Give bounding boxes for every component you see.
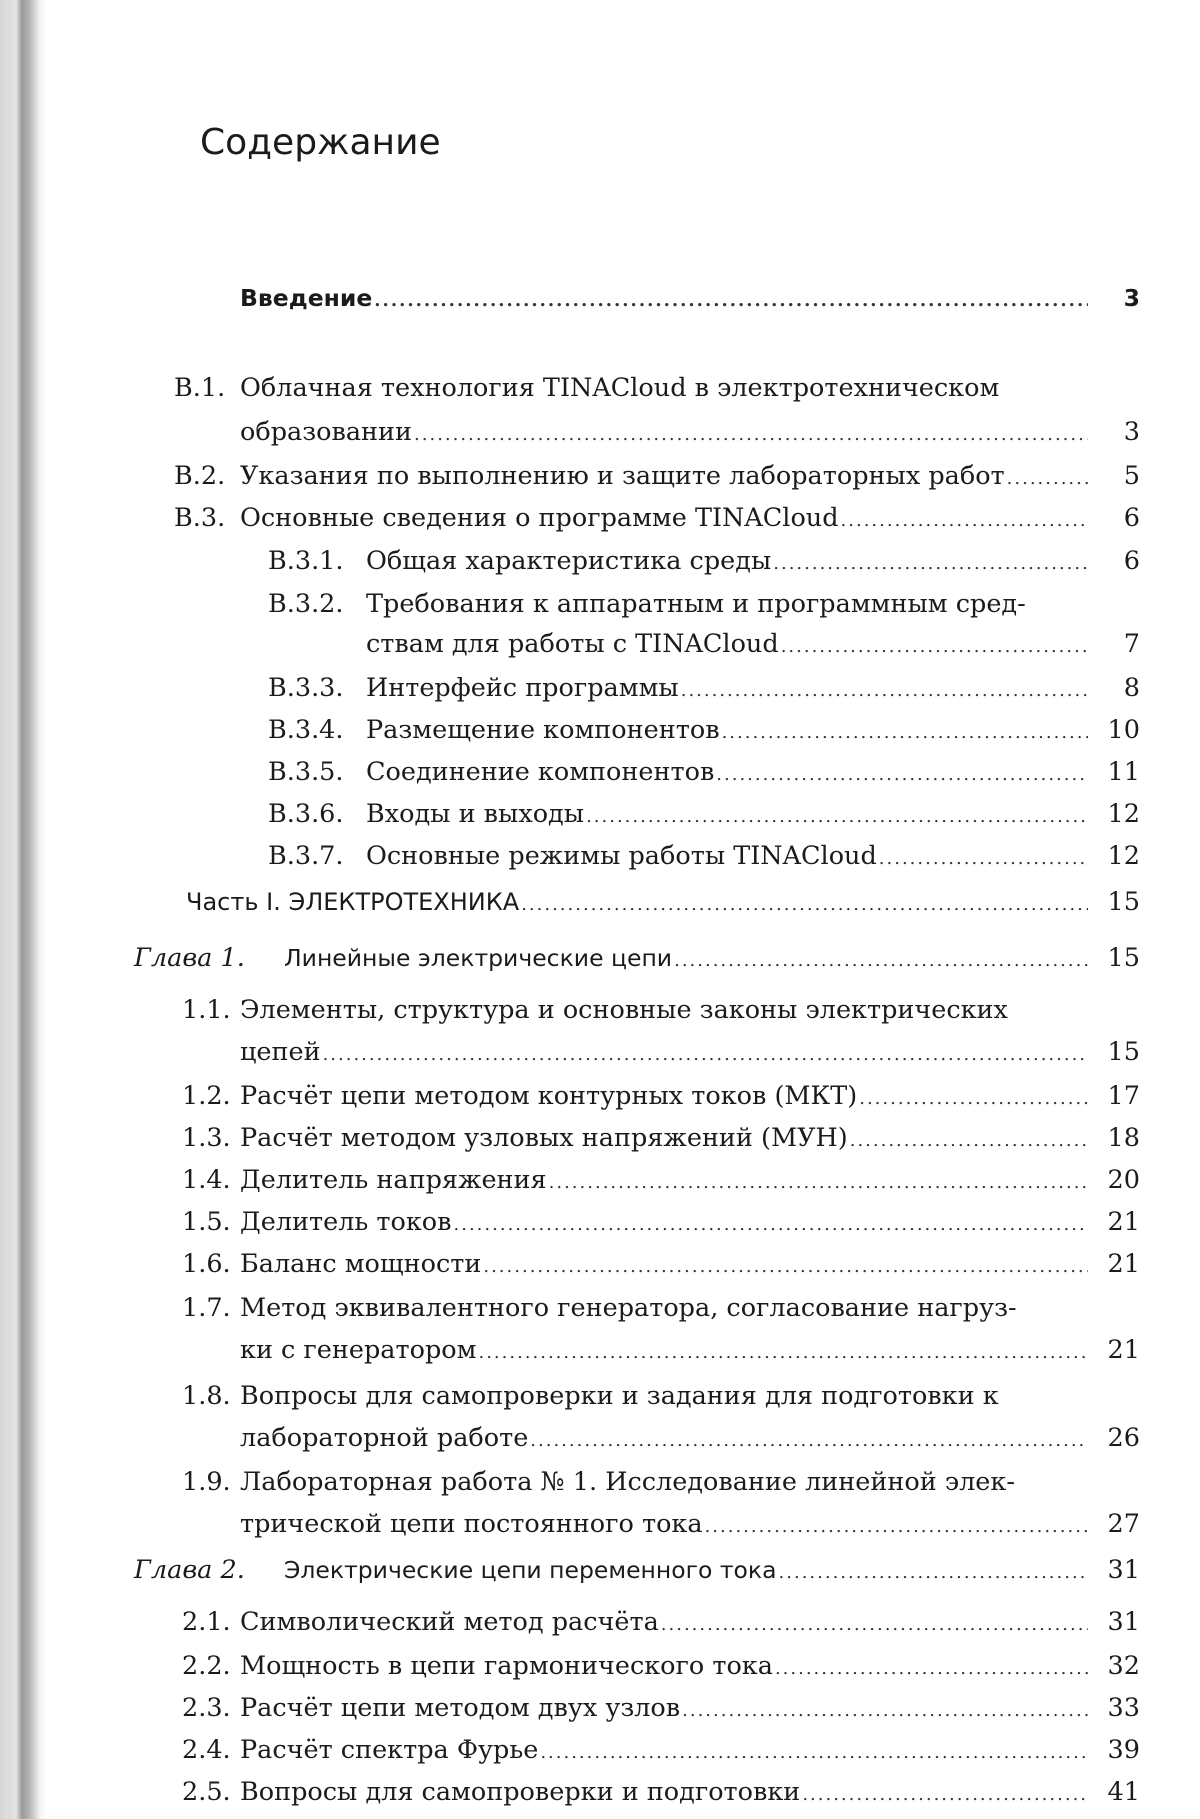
dot-leader [681, 673, 1088, 709]
toc-entry-1-5 [182, 1204, 1140, 1240]
toc-entry-number: В.3. [174, 500, 240, 536]
dot-leader [682, 1693, 1088, 1729]
toc-entry-number: 2.4. [182, 1732, 240, 1768]
dot-leader [454, 1207, 1088, 1243]
toc-entry-text: ствам для работы с TINACloud [366, 626, 779, 662]
toc-page-number: 33 [1096, 1690, 1140, 1726]
toc-entry-number: В.3.5. [268, 754, 366, 790]
toc-entry-1-8-continued [240, 1420, 1140, 1456]
toc-page-number: 39 [1096, 1732, 1140, 1768]
toc-entry-number: 1.2. [182, 1078, 240, 1114]
toc-entry-b31 [268, 543, 1140, 579]
toc-entry-number: 1.9. [182, 1464, 240, 1500]
toc-entry-text: Часть I. ЭЛЕКТРОТЕХНИКА [186, 884, 519, 920]
toc-entry-text: Размещение компонентов [366, 712, 720, 748]
toc-page-number: 32 [1096, 1648, 1140, 1684]
toc-entry-b33 [268, 670, 1140, 706]
toc-entry-number: 1.8. [182, 1378, 240, 1414]
toc-entry-number: В.3.1. [268, 543, 366, 579]
dot-leader [1007, 461, 1088, 497]
toc-entry-number: В.3.3. [268, 670, 366, 706]
dot-leader [781, 629, 1088, 665]
toc-entry-text: Лабораторная работа № 1. Исследование линейной элек- [240, 1464, 1015, 1500]
dot-leader [540, 1735, 1088, 1771]
toc-entry-text: Соединение компонентов [366, 754, 714, 790]
toc-entry-2-3 [182, 1690, 1140, 1726]
toc-entry-number: 1.1. [182, 992, 240, 1028]
dot-leader [841, 503, 1088, 539]
toc-entry-1-1 [182, 992, 1140, 1028]
toc-entry-text: Основные режимы работы TINACloud [366, 838, 877, 874]
toc-entry-1-3 [182, 1120, 1140, 1156]
toc-entry-b32 [268, 586, 1140, 622]
dot-leader [773, 546, 1088, 582]
toc-page-number: 27 [1096, 1506, 1140, 1542]
toc-page-number: 12 [1096, 796, 1140, 832]
toc-entry-number: В.1. [174, 370, 240, 406]
toc-entry-1-1-continued [240, 1034, 1140, 1070]
toc-entry-b2 [174, 458, 1140, 494]
toc-page-number: 26 [1096, 1420, 1140, 1456]
toc-page-number: 11 [1096, 754, 1140, 790]
toc-page-number: 17 [1096, 1078, 1140, 1114]
toc-entry-text: Электрические цепи переменного тока [284, 1552, 777, 1588]
toc-entry-number: В.3.7. [268, 838, 366, 874]
toc-entry-introduction [240, 280, 1140, 316]
toc-page-number: 3 [1096, 414, 1140, 450]
toc-entry-number: 1.4. [182, 1162, 240, 1198]
toc-entry-1-7 [182, 1290, 1140, 1326]
toc-entry-1-7-continued [240, 1332, 1140, 1368]
toc-entry-number: 2.3. [182, 1690, 240, 1726]
toc-page-number: 31 [1096, 1604, 1140, 1640]
toc-entry-number: В.3.4. [268, 712, 366, 748]
dot-leader [674, 943, 1088, 979]
toc-entry-number: 1.3. [182, 1120, 240, 1156]
toc-entry-b3 [174, 500, 1140, 536]
dot-leader [775, 1651, 1088, 1687]
toc-page-number: 6 [1096, 500, 1140, 536]
toc-entry-text: Требования к аппаратным и программным сред- [366, 586, 1026, 622]
toc-entry-text: лабораторной работе [240, 1420, 528, 1456]
toc-entry-b1 [174, 370, 1140, 406]
toc-entry-1-4 [182, 1162, 1140, 1198]
toc-chapter-2 [134, 1552, 1140, 1588]
toc-page-number: 21 [1096, 1332, 1140, 1368]
dot-leader [802, 1777, 1088, 1813]
toc-page-number: 7 [1096, 626, 1140, 662]
toc-entry-text: Расчёт цепи методом контурных токов (МКТ) [240, 1078, 857, 1114]
toc-entry-number: В.3.2. [268, 586, 366, 622]
toc-entry-number: В.3.6. [268, 796, 366, 832]
toc-entry-text: Указания по выполнению и защите лабораторных работ [240, 458, 1005, 494]
toc-entry-text: Интерфейс программы [366, 670, 679, 706]
dot-leader [779, 1555, 1088, 1591]
toc-entry-b1-continued [240, 414, 1140, 450]
toc-chapter-label: Глава 2. [134, 1552, 284, 1588]
toc-page-number: 3 [1096, 280, 1140, 316]
dot-leader [323, 1037, 1088, 1073]
dot-leader [705, 1509, 1088, 1545]
toc-entry-1-2 [182, 1078, 1140, 1114]
toc-entry-text: цепей [240, 1034, 321, 1070]
toc-entry-text: Введение [240, 280, 372, 316]
toc-entry-number: 1.7. [182, 1290, 240, 1326]
dot-leader [374, 283, 1088, 319]
toc-page-number: 15 [1096, 1034, 1140, 1070]
dot-leader [521, 887, 1088, 923]
toc-entry-number: 2.2. [182, 1648, 240, 1684]
toc-entry-b36 [268, 796, 1140, 832]
toc-entry-text: Основные сведения о программе TINACloud [240, 500, 839, 536]
toc-entry-number: 2.1. [182, 1604, 240, 1640]
dot-leader [661, 1607, 1088, 1643]
dot-leader [722, 715, 1088, 751]
toc-entry-text: Элементы, структура и основные законы электрических [240, 992, 1008, 1028]
dot-leader [414, 417, 1088, 453]
toc-entry-number: 2.5. [182, 1774, 240, 1810]
toc-entry-text: Общая характеристика среды [366, 543, 771, 579]
dot-leader [859, 1081, 1088, 1117]
toc-entry-1-9 [182, 1464, 1140, 1500]
dot-leader [879, 841, 1088, 877]
toc-entry-b35 [268, 754, 1140, 790]
toc-entry-text: Облачная технология TINACloud в электротехническом [240, 370, 999, 406]
dot-leader [530, 1423, 1088, 1459]
toc-page-number: 8 [1096, 670, 1140, 706]
toc-part-1 [186, 884, 1140, 920]
dot-leader [716, 757, 1088, 793]
toc-chapter-label: Глава 1. [134, 940, 284, 976]
toc-entry-text: Символический метод расчёта [240, 1604, 659, 1640]
toc-entry-text: трической цепи постоянного тока [240, 1506, 703, 1542]
toc-page-number: 6 [1096, 543, 1140, 579]
toc-entry-text: Вопросы для самопроверки и задания для подготовки к [240, 1378, 999, 1414]
toc-page-number: 41 [1096, 1774, 1140, 1810]
toc-chapter-1 [134, 940, 1140, 976]
toc-entry-b32-continued [366, 626, 1140, 662]
dot-leader [549, 1165, 1088, 1201]
toc-entry-2-2 [182, 1648, 1140, 1684]
toc-entry-text: Метод эквивалентного генератора, согласование нагруз- [240, 1290, 1017, 1326]
toc-entry-text: Делитель напряжения [240, 1162, 547, 1198]
toc-entry-text: Входы и выходы [366, 796, 584, 832]
toc-entry-1-8 [182, 1378, 1140, 1414]
dot-leader [586, 799, 1088, 835]
toc-entry-text: Вопросы для самопроверки и подготовки [240, 1774, 800, 1810]
toc-entry-1-6 [182, 1246, 1140, 1282]
toc-page-number: 18 [1096, 1120, 1140, 1156]
toc-entry-text: образовании [240, 414, 412, 450]
toc-entry-b37 [268, 838, 1140, 874]
toc-entry-text: Мощность в цепи гармонического тока [240, 1648, 773, 1684]
book-spine-shadow [0, 0, 46, 1819]
toc-page-number: 15 [1096, 940, 1140, 976]
toc-entry-text: Баланс мощности [240, 1246, 481, 1282]
toc-entry-b34 [268, 712, 1140, 748]
toc-page-number: 20 [1096, 1162, 1140, 1198]
toc-page-number: 15 [1096, 884, 1140, 920]
toc-entry-text: Делитель токов [240, 1204, 452, 1240]
toc-entry-text: Расчёт цепи методом двух узлов [240, 1690, 680, 1726]
toc-entry-2-4 [182, 1732, 1140, 1768]
dot-leader [850, 1123, 1088, 1159]
toc-page-number: 12 [1096, 838, 1140, 874]
toc-page-number: 10 [1096, 712, 1140, 748]
toc-entry-2-1 [182, 1604, 1140, 1640]
toc-entry-text: Линейные электрические цепи [284, 940, 672, 976]
toc-page-number: 21 [1096, 1204, 1140, 1240]
toc-page-number: 31 [1096, 1552, 1140, 1588]
toc-entry-1-9-continued [240, 1506, 1140, 1542]
page-title: Содержание [200, 122, 441, 163]
toc-entry-text: Расчёт спектра Фурье [240, 1732, 538, 1768]
dot-leader [478, 1335, 1088, 1371]
toc-entry-text: Расчёт методом узловых напряжений (МУН) [240, 1120, 848, 1156]
toc-entry-text: ки с генератором [240, 1332, 476, 1368]
toc-page-number: 21 [1096, 1246, 1140, 1282]
dot-leader [483, 1249, 1088, 1285]
toc-entry-2-5 [182, 1774, 1140, 1810]
toc-page-number: 5 [1096, 458, 1140, 494]
toc-entry-number: В.2. [174, 458, 240, 494]
toc-entry-number: 1.5. [182, 1204, 240, 1240]
toc-entry-number: 1.6. [182, 1246, 240, 1282]
